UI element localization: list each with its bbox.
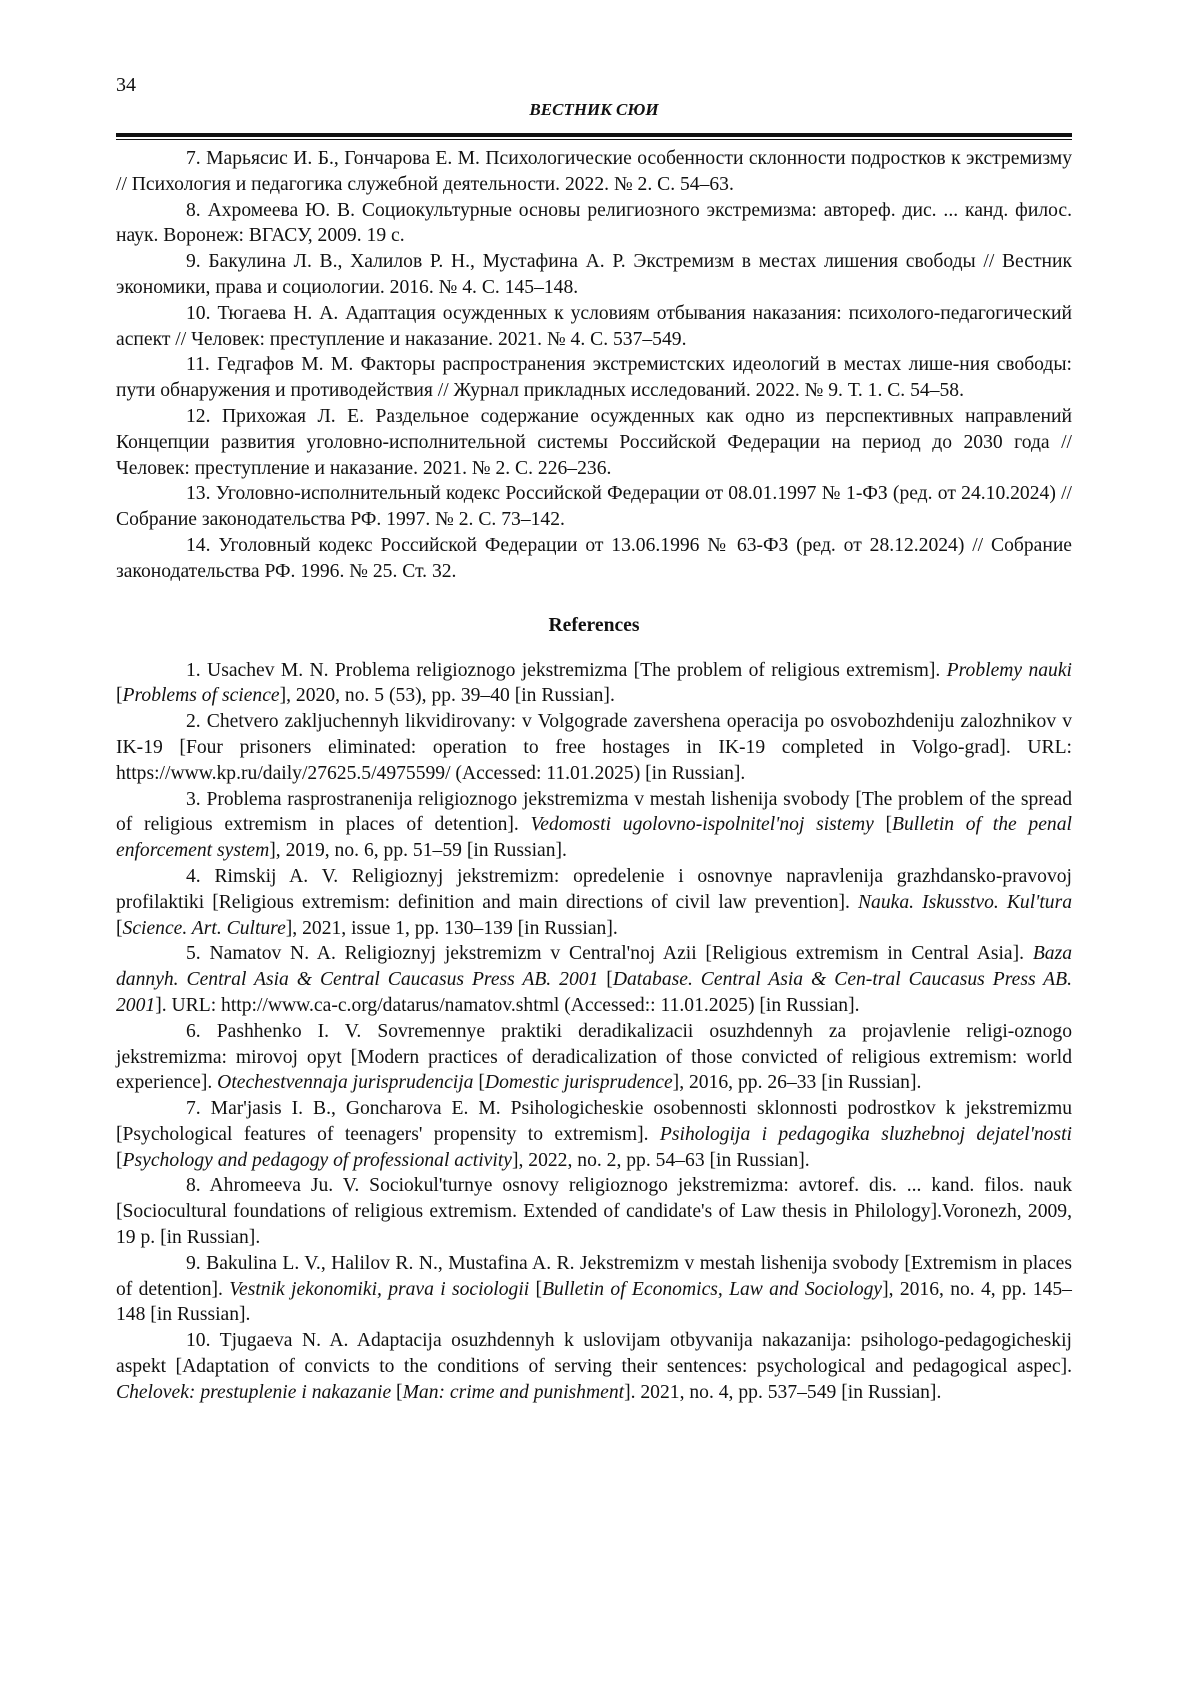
reference-text: 3. Problema rasprostranenija religioznogo jekstremizma v mestah lishenija svobody [The problem of the spread of religious extremism in places of detention]. (116, 788, 1072, 836)
reference-text: ], 2020, no. 5 (53), pp. 39–40 [in Russian]. (279, 685, 615, 707)
reference-text: [ (598, 969, 613, 991)
reference-text: 1. Usachev M. N. Problema religioznogo jekstremizma [The problem of religious extremism]. (186, 659, 947, 681)
reference-title-italic: Otechestvennaja jurisprudencija (217, 1072, 474, 1094)
reference-text: 2. Chetvero zakljuchennyh likvidirovany: v Volgograde zavershena operacija po osvobozhdeniju zalozhnikov v IK-19 [Four prisoners eliminated: operation to free hostages in IK-19 completed in Volgo-grad]. URL: https://www.kp.ru/daily/27625.5/4975599/ (Accessed: 11.01.2025) [in Russian]. (116, 711, 1072, 784)
reference-text: ]. 2021, no. 4, pp. 537–549 [in Russian]. (624, 1381, 942, 1403)
russian-reference-2 (116, 198, 1072, 250)
reference-text: [ (116, 917, 123, 939)
english-reference-list (116, 658, 1072, 1406)
reference-text: ], 2021, issue 1, pp. 130–139 [in Russian]. (285, 917, 618, 939)
reference-title-italic: Chelovek: prestuplenie i nakazanie (116, 1381, 392, 1403)
english-reference-9 (116, 1251, 1072, 1328)
english-reference-8 (116, 1173, 1072, 1250)
reference-text: 13. Уголовно-исполнительный кодекс Российской Федерации от 08.01.1997 № 1-ФЗ (ред. от 24.10.2024) // Собрание законодательства РФ. 1997. № 2. С. 73–142. (116, 483, 1072, 531)
reference-title-italic: Psychology and pedagogy of professional activity (122, 1149, 512, 1171)
reference-text: [ (116, 685, 123, 707)
reference-text: [ (873, 814, 893, 836)
russian-reference-3 (116, 249, 1072, 301)
russian-reference-5 (116, 352, 1072, 404)
reference-text: 11. Гедгафов М. М. Факторы распространения экстремистских идеологий в местах лише-ния свободы: пути обнаружения и противодействия // Журнал прикладных исследований. 2022. № 9. Т. 1. С. 54–58. (116, 354, 1072, 402)
english-reference-1 (116, 658, 1072, 710)
reference-text: ], 2016, no. 4, pp. 145–148 [in Russian]. (116, 1278, 1072, 1326)
reference-text: 7. Mar'jasis I. B., Goncharova E. M. Psihologicheskie osobennosti sklonnosti podrostkov k jekstremizmu [Psychological features of teenagers' propensity to extremism]. (116, 1098, 1072, 1145)
reference-text: 10. Тюгаева Н. А. Адаптация осужденных к условиям отбывания наказания: психолого-педагогический аспект // Человек: преступление и наказание. 2021. № 4. С. 537–549. (116, 302, 1072, 350)
reference-text: 5. Namatov N. A. Religioznyj jekstremizm v Central'noj Azii [Religious extremism in Central Asia]. (186, 943, 1033, 965)
page-content (116, 146, 1072, 1406)
russian-reference-1 (116, 146, 1072, 198)
journal-title: ВЕСТНИК СЮИ (529, 100, 659, 119)
english-reference-2 (116, 709, 1072, 786)
reference-title-italic: Database. Central Asia & Cen-tral Caucasus Press AB. 2001 (116, 969, 1072, 1016)
reference-text: [ (391, 1381, 403, 1403)
header-rule-thick (116, 133, 1072, 137)
reference-title-italic: Bulletin of Economics, Law and Sociology (542, 1278, 883, 1300)
reference-title-italic: Vestnik jekonomiki, prava i sociologii (229, 1278, 530, 1300)
reference-text: 12. Прихожая Л. Е. Раздельное содержание осужденных как одно из перспективных направлений Концепции развития уголовно-исполнительной системы Российской Федерации на период до 2030 года // Человек: преступление и наказание. 2021. № 2. С. 226–236. (116, 405, 1072, 479)
english-reference-5 (116, 941, 1072, 1018)
reference-text: ], 2019, no. 6, pp. 51–59 [in Russian]. (269, 840, 567, 862)
reference-title-italic: Problems of science (122, 685, 280, 707)
reference-title-italic: Domestic jurisprudence (484, 1072, 673, 1094)
reference-text: 10. Tjugaeva N. A. Adaptacija osuzhdennyh k uslovijam otbyvanija nakazanija: psihologo-pedagogicheskij aspekt [Adaptation of convicts to the conditions of serving their sentences: psychological and pedagogical aspec]. (116, 1330, 1072, 1378)
reference-title-italic: Psihologija i pedagogika sluzhebnoj dejatel'nosti (659, 1123, 1072, 1145)
reference-text: 14. Уголовный кодекс Российской Федерации от 13.06.1996 № 63-ФЗ (ред. от 28.12.2024) // Собрание законодательства РФ. 1996. № 25. Ст. 32. (116, 534, 1072, 582)
english-reference-10 (116, 1328, 1072, 1405)
russian-reference-7 (116, 481, 1072, 533)
reference-text: 9. Bakulina L. V., Halilov R. N., Mustafina A. R. Jekstremizm v mestah lishenija svobody [Extremism in places of detention]. (116, 1252, 1072, 1300)
russian-reference-8 (116, 533, 1072, 585)
reference-text: [ (116, 1149, 123, 1171)
english-reference-4 (116, 864, 1072, 941)
reference-text: 8. Ahromeeva Ju. V. Sociokul'turnye osnovy religioznogo jekstremizma: avtoref. dis. ... kand. filos. nauk [Sociocultural foundations of religious extremism. Extended of candidate's of Law thesis in Philology].Voronezh, 2009, 19 p. [in Russian]. (116, 1175, 1072, 1249)
reference-title-italic: Problemy nauki (946, 659, 1072, 681)
reference-text: ], 2022, no. 2, pp. 54–63 [in Russian]. (511, 1149, 810, 1171)
page-number: 34 (116, 74, 136, 96)
reference-title-italic: Bulletin of the penal enforcement system (116, 814, 1072, 862)
reference-title-italic: Vedomosti ugolovno-ispolnitel'noj sistemy (530, 814, 874, 836)
reference-text: 4. Rimskij A. V. Religioznyj jekstremizm: opredelenie i osnovnye napravlenija grazhdansko-pravovoj profilaktiki [Religious extremism: definition and main directions of civil law prevention]. (116, 865, 1072, 913)
english-reference-6 (116, 1019, 1072, 1096)
reference-title-italic: Baza dannyh. Central Asia & Central Caucasus Press AB. 2001 (116, 943, 1072, 991)
reference-text: 9. Бакулина Л. В., Халилов Р. Н., Мустафина А. Р. Экстремизм в местах лишения свободы // Вестник экономики, права и социологии. 2016. № 4. С. 145–148. (116, 251, 1072, 298)
reference-title-italic: Nauka. Iskusstvo. Kul'tura (857, 891, 1072, 913)
reference-title-italic: Man: crime and punishment (402, 1381, 625, 1403)
reference-text: ]. URL: http://www.ca-c.org/datarus/namatov.shtml (Accessed:: 11.01.2025) [in Russian]. (155, 994, 860, 1016)
reference-text: [ (529, 1278, 543, 1300)
header-rule-thin (116, 139, 1072, 140)
russian-reference-list (116, 146, 1072, 585)
reference-text: 7. Марьясис И. Б., Гончарова Е. М. Психологические особенности склонности подростков к экстремизму // Психология и педагогика служебной деятельности. 2022. № 2. С. 54–63. (116, 148, 1072, 195)
reference-text: [ (473, 1072, 485, 1094)
english-reference-7 (116, 1096, 1072, 1173)
russian-reference-4 (116, 301, 1072, 353)
reference-title-italic: Science. Art. Culture (122, 917, 286, 939)
reference-text: 6. Pashhenko I. V. Sovremennye praktiki deradikalizacii osuzhdennyh za projavlenie religi-oznogo jekstremizma: mirovoj opyt [Modern practices of deradicalization of those convicted of religious extremism: world experience]. (116, 1020, 1072, 1094)
reference-text: 8. Ахромеева Ю. В. Социокультурные основы религиозного экстремизма: автореф. дис. ... канд. филос. наук. Воронеж: ВГАСУ, 2009. 19 с. (116, 199, 1072, 247)
english-reference-3 (116, 787, 1072, 864)
russian-reference-6 (116, 404, 1072, 481)
references-heading: References (548, 614, 640, 636)
reference-text: ], 2016, pp. 26–33 [in Russian]. (672, 1072, 922, 1094)
